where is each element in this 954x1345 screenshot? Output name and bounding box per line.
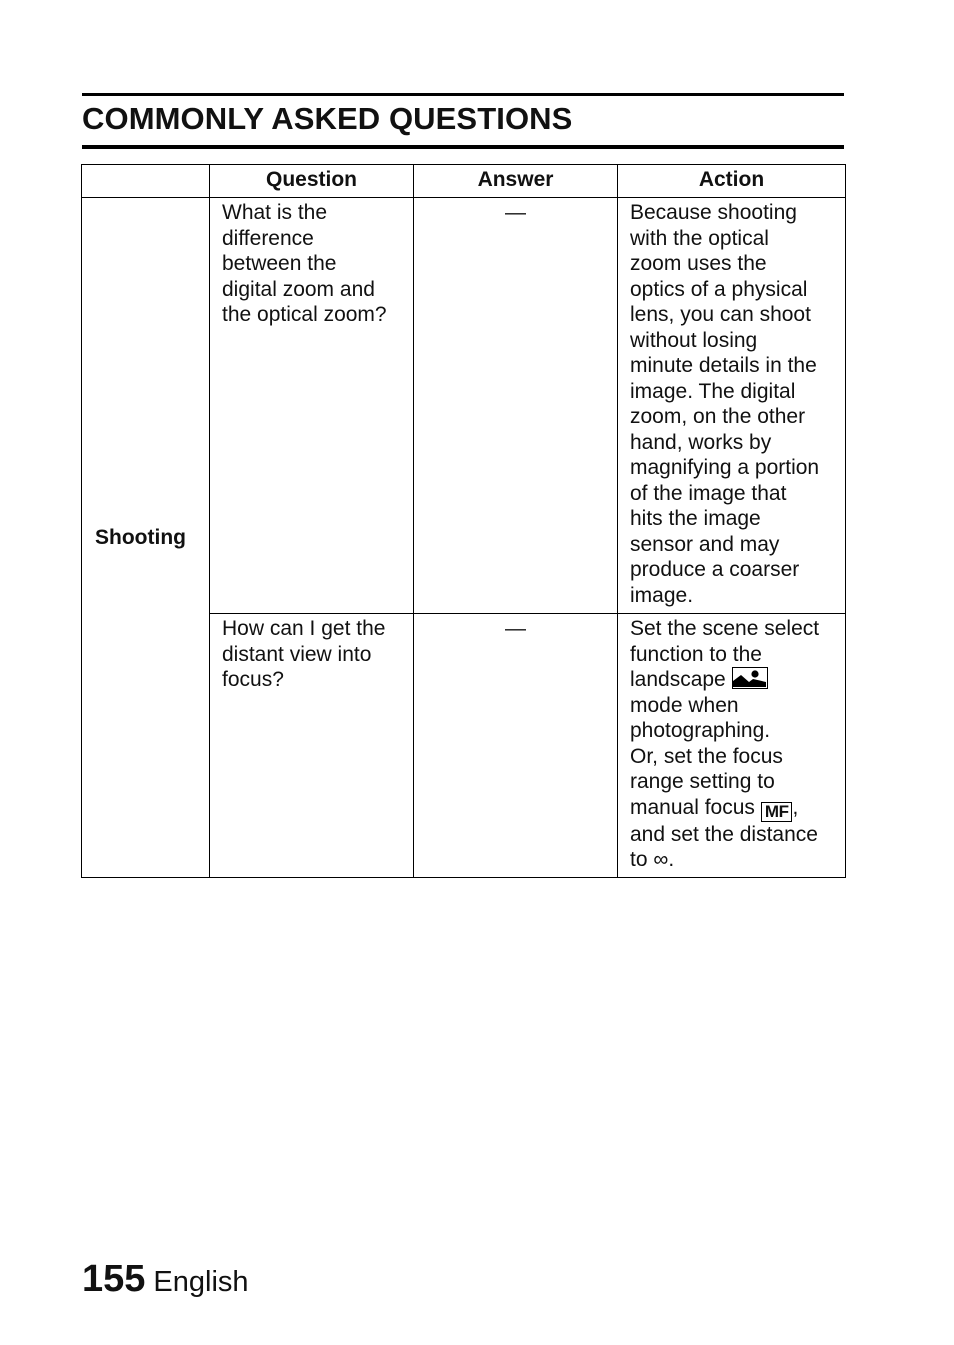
action-line: of the image that — [630, 481, 787, 505]
action-line: produce a coarser — [630, 558, 800, 581]
question-line: difference — [222, 226, 314, 250]
column-header-category — [82, 165, 210, 198]
header-rule-top — [82, 93, 844, 96]
column-header-action: Action — [618, 165, 846, 198]
action-line: hits the image — [630, 507, 761, 530]
action-line: minute details in the — [630, 354, 817, 377]
landscape-mode-icon — [732, 667, 768, 689]
action-line: mode when — [630, 693, 739, 717]
answer-cell: — — [414, 614, 618, 878]
table-row — [82, 198, 846, 614]
action-line: Set the scene select — [630, 617, 820, 640]
action-line: sensor and may — [630, 532, 780, 556]
question-line: between the — [222, 252, 337, 275]
table-header-row — [82, 165, 846, 198]
action-line-text: manual focus — [630, 795, 755, 819]
action-line: and set the distance — [630, 822, 818, 846]
action-line: magnifying a portion — [630, 456, 820, 479]
page-title: COMMONLY ASKED QUESTIONS — [82, 101, 573, 136]
header-rule-bottom — [82, 145, 844, 149]
action-line: to ∞. — [630, 848, 675, 871]
faq-table — [81, 164, 846, 878]
manual-focus-icon: MF — [761, 802, 793, 822]
action-line-comma: , — [792, 795, 799, 819]
action-line: hand, works by — [630, 430, 772, 454]
answer-cell: — — [414, 198, 618, 614]
page-number: 155 — [82, 1258, 146, 1300]
action-line: Because shooting — [630, 201, 797, 224]
question-line: digital zoom and — [222, 277, 375, 301]
column-header-answer: Answer — [414, 165, 618, 198]
action-line-text: landscape — [630, 668, 726, 691]
action-cell — [618, 198, 846, 614]
question-line: focus? — [222, 668, 284, 691]
question-cell — [210, 614, 414, 878]
question-line: the optical zoom? — [222, 303, 387, 326]
question-line: distant view into — [222, 642, 372, 666]
action-line: Or, set the focus — [630, 744, 783, 768]
action-line: image. — [630, 583, 694, 607]
action-line: zoom uses the — [630, 252, 767, 275]
language-label: English — [153, 1266, 249, 1298]
action-line: image. The digital — [630, 379, 796, 403]
column-header-question: Question — [210, 165, 414, 198]
action-line — [630, 667, 833, 693]
action-line: lens, you can shoot — [630, 303, 811, 326]
action-line: without losing — [630, 328, 758, 352]
action-line: with the optical — [630, 226, 769, 250]
page-footer — [82, 1258, 249, 1301]
action-line: photographing. — [630, 719, 771, 742]
action-line: range setting to — [630, 770, 775, 793]
action-line: optics of a physical — [630, 277, 808, 301]
question-line: How can I get the — [222, 617, 386, 640]
action-cell — [618, 614, 846, 878]
action-line: zoom, on the other — [630, 405, 806, 428]
question-cell — [210, 198, 414, 614]
category-cell: Shooting — [82, 198, 210, 878]
question-line: What is the — [222, 201, 328, 224]
action-line — [630, 795, 833, 822]
action-line: function to the — [630, 642, 762, 666]
